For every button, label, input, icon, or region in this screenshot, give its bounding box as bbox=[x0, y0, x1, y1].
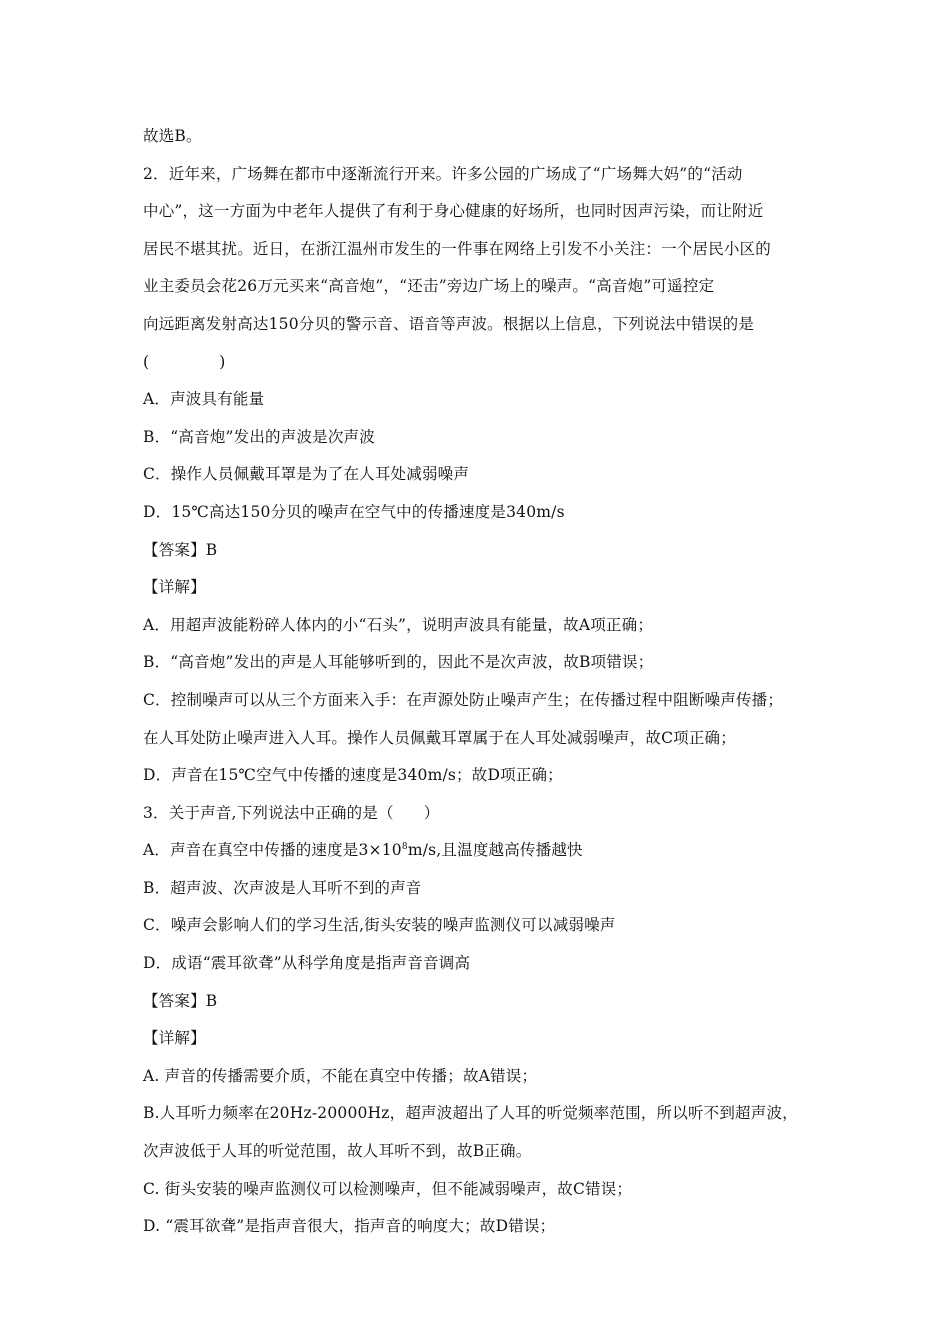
q3-detail-label: 【详解】 bbox=[143, 1029, 206, 1048]
q2-answer: 【答案】B bbox=[143, 540, 218, 559]
q3-option-a-exponent: 8 bbox=[401, 842, 408, 853]
question-2 bbox=[143, 156, 815, 795]
q2-option-a: A．声波具有能量 bbox=[143, 390, 265, 409]
q3-stem-close: ） bbox=[423, 803, 440, 822]
q3-detail-line-4: C. 街头安装的噪声监测仪可以检测噪声，但不能减弱噪声，故C错误； bbox=[143, 1179, 633, 1198]
q3-stem bbox=[143, 795, 815, 833]
q3-option-c: C．噪声会影响人们的学习生活,街头安装的噪声监测仪可以减弱噪声 bbox=[143, 916, 616, 935]
q2-detail-line-4: 在人耳处防止噪声进入人耳。操作人员佩戴耳罩属于在人耳处减弱噪声，故C项正确； bbox=[143, 728, 736, 747]
q2-answer-blank bbox=[143, 344, 815, 382]
q2-option-c: C．操作人员佩戴耳罩是为了在人耳处减弱噪声 bbox=[143, 465, 470, 484]
q3-stem-text: 3．关于声音,下列说法中正确的是（ bbox=[143, 803, 394, 822]
q2-detail-line-1: A．用超声波能粉碎人体内的小“石头”，说明声波具有能量，故A项正确； bbox=[143, 615, 654, 634]
q3-option-a-tail: m/s,且温度越高传播越快 bbox=[407, 841, 583, 860]
q2-option-b: B．“高音炮”发出的声波是次声波 bbox=[143, 427, 375, 446]
question-3 bbox=[143, 795, 815, 1246]
q2-option-d: D．15℃高达150分贝的噪声在空气中的传播速度是340m/s bbox=[143, 502, 565, 521]
q2-paren-open: ( bbox=[143, 352, 150, 371]
q3-option-a-text: A．声音在真空中传播的速度是3×10 bbox=[143, 841, 402, 860]
q3-option-a bbox=[143, 832, 815, 870]
q3-answer: 【答案】B bbox=[143, 991, 218, 1010]
q2-stem-line-2: 中心”，这一方面为中老年人提供了有利于身心健康的好场所，也同时因声污染，而让附近 bbox=[143, 202, 764, 221]
q2-detail-line-2: B．“高音炮”发出的声是人耳能够听到的，因此不是次声波，故B项错误； bbox=[143, 653, 654, 672]
q2-stem-line-3: 居民不堪其扰。近日，在浙江温州市发生的一件事在网络上引发不小关注：一个居民小区的 bbox=[143, 239, 772, 258]
q3-detail-line-2: B.人耳听力频率在20Hz-20000Hz，超声波超出了人耳的听觉频率范围，所以听不到超声波， bbox=[143, 1104, 798, 1123]
q2-stem-line-1: 2．近年来，广场舞在都市中逐渐流行开来。许多公园的广场成了“广场舞大妈”的“活动 bbox=[143, 164, 743, 183]
q3-option-d: D．成语“震耳欲聋”从科学角度是指声音音调高 bbox=[143, 954, 471, 973]
q3-option-b: B．超声波、次声波是人耳听不到的声音 bbox=[143, 878, 422, 897]
q3-detail-line-3: 次声波低于人耳的听觉范围，故人耳听不到，故B正确。 bbox=[143, 1142, 532, 1161]
previous-answer-conclusion: 故选B。 bbox=[143, 127, 202, 145]
q3-detail-line-1: A. 声音的传播需要介质，不能在真空中传播；故A错误； bbox=[143, 1066, 538, 1085]
q2-stem-line-5: 向远距离发射高达150分贝的警示音、语音等声波。根据以上信息，下列说法中错误的是 bbox=[143, 314, 755, 333]
q3-detail-line-5: D. “震耳欲聋”是指声音很大，指声音的响度大；故D错误； bbox=[143, 1217, 556, 1236]
document-page bbox=[143, 118, 815, 1246]
q2-stem-line-4: 业主委员会花26万元买来“高音炮”，“还击”旁边广场上的噪声。“高音炮”可遥控定 bbox=[143, 277, 715, 296]
q2-paren-close: ) bbox=[219, 352, 226, 371]
q2-detail-label: 【详解】 bbox=[143, 578, 206, 597]
q2-detail-line-3: C．控制噪声可以从三个方面来入手：在声源处防止噪声产生；在传播过程中阻断噪声传播； bbox=[143, 690, 784, 709]
q2-detail-line-5: D．声音在15℃空气中传播的速度是340m/s；故D项正确； bbox=[143, 766, 563, 785]
